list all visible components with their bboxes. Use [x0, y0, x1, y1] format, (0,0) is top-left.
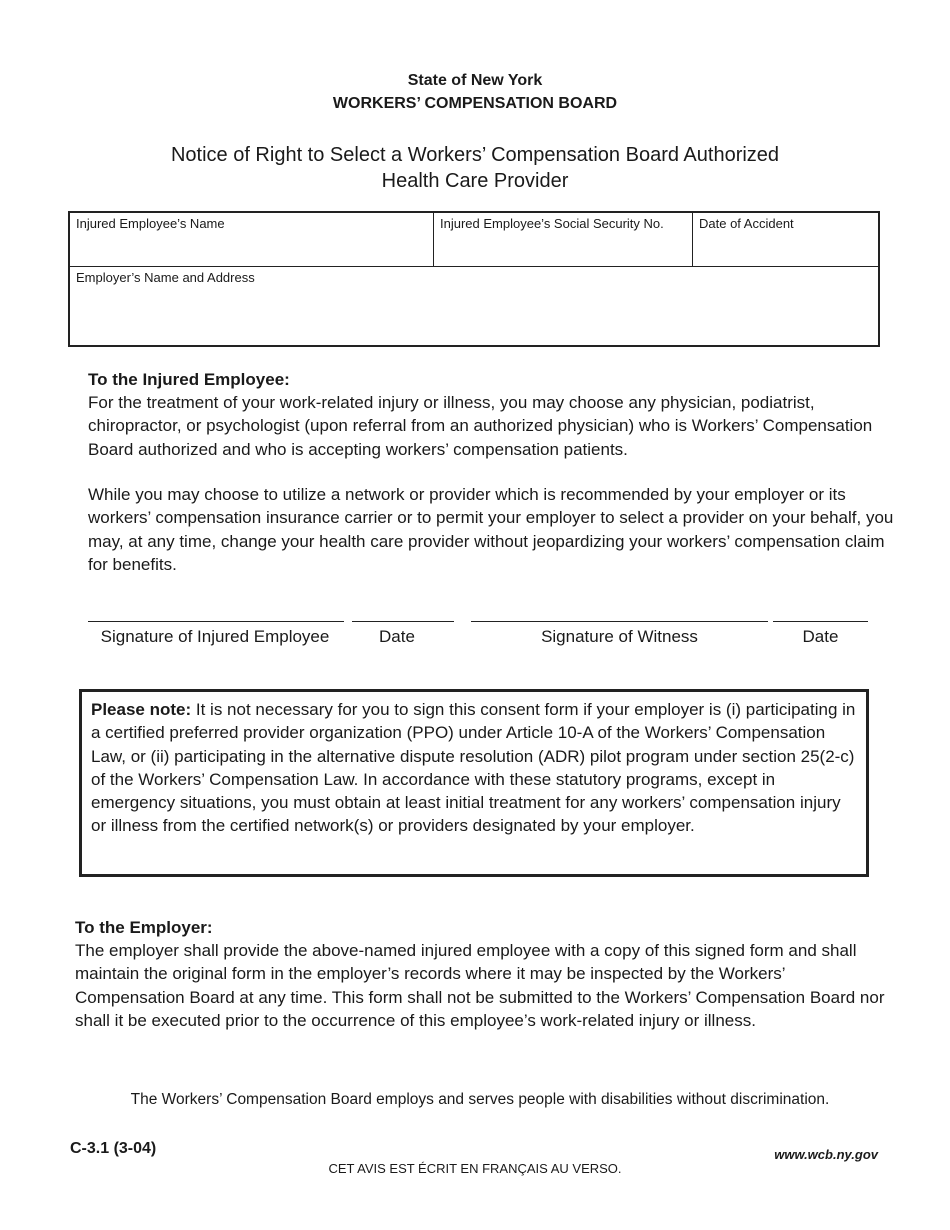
non-discrimination-statement: The Workers’ Compensation Board employs and serves people with disabilities without discrimination. — [130, 1091, 830, 1108]
form-number: C-3.1 (3-04) — [70, 1140, 157, 1157]
form-title-line1: Notice of Right to Select a Workers’ Compensation Board Authorized — [170, 144, 780, 166]
employee-signature-label: Signature of Injured Employee — [100, 627, 330, 646]
employee-section-heading: To the Injured Employee: — [88, 370, 290, 389]
french-notice: CET AVIS EST ÉCRIT EN FRANÇAIS AU VERSO. — [328, 1161, 622, 1176]
please-note-box — [79, 689, 869, 877]
witness-date-label: Date — [802, 627, 839, 646]
please-note-text: It is not necessary for you to sign this consent form if your employer is (i) participating in a certified preferred provider organization (PPO) under Article 10-A of the Workers’ Compensation Law, or (ii) participating in the alternative dispute resolution (ADR) pilot program under section 25(2-c) of the Workers’ Compensation Law. In accordance with these statutory programs, except in emergency situations, you must obtain at least initial treatment for any workers’ compensation injury or illness from the certified network(s) or providers designated by your employer. — [91, 700, 856, 836]
accident-date-field[interactable] — [693, 213, 878, 267]
form-title-line2: Health Care Provider — [381, 170, 569, 192]
form-title — [0, 142, 950, 194]
employee-date-label: Date — [379, 627, 415, 646]
witness-date-line[interactable] — [773, 621, 868, 622]
employee-name-field[interactable] — [70, 213, 434, 267]
state-heading: State of New York — [407, 72, 543, 89]
employer-paragraph: The employer shall provide the above-named injured employee with a copy of this signed form and shall maintain the original form in the employer’s records where it may be inspected by the Workers’ Compensation Board at any time. This form shall not be submitted to the Workers’ Compensation Board nor shall it be executed prior to the occurrence of this employee’s work-related injury or illness. — [75, 941, 885, 1030]
employer-section-heading: To the Employer: — [75, 918, 213, 937]
board-heading: WORKERS’ COMPENSATION BOARD — [332, 95, 618, 112]
employee-name-label: Injured Employee’s Name — [76, 216, 225, 231]
ssn-label: Injured Employee’s Social Security No. — [440, 216, 664, 231]
employer-name-address-label: Employer’s Name and Address — [76, 270, 255, 285]
employee-info-table — [68, 211, 880, 347]
website-link[interactable]: www.wcb.ny.gov — [774, 1147, 878, 1162]
employee-paragraph-2: While you may choose to utilize a network or provider which is recommended by your employer or its workers’ compensation insurance carrier or to permit your employer to select a provider on your behalf, you may, at any time, change your health care provider without jeopardizing your workers’ compensation claim for benefits. — [88, 485, 894, 574]
please-note-label: Please note: — [91, 700, 192, 719]
employee-date-line[interactable] — [352, 621, 454, 622]
employee-paragraph-1: For the treatment of your work-related injury or illness, you may choose any physician, podiatrist, chiropractor, or psychologist (upon referral from an authorized physician) who is Workers’ Compensation Board authorized and who is accepting workers’ compensation patients. — [88, 393, 873, 459]
ssn-field[interactable] — [434, 213, 693, 267]
employee-signature-line[interactable] — [88, 621, 344, 622]
employer-name-address-field[interactable] — [70, 267, 878, 345]
witness-signature-line[interactable] — [471, 621, 768, 622]
witness-signature-label: Signature of Witness — [541, 627, 698, 646]
accident-date-label: Date of Accident — [699, 216, 794, 231]
